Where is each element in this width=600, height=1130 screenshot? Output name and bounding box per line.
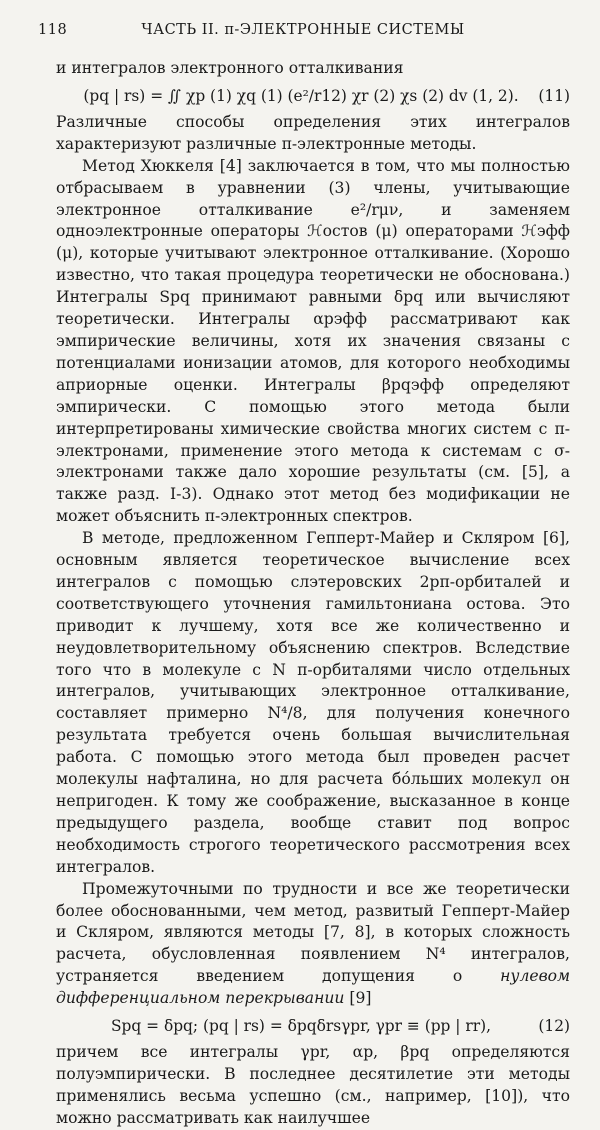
page-number: 118 xyxy=(38,22,68,38)
equation-11-number: (11) xyxy=(538,86,570,105)
paragraph-goeppert-mayer: В методе, предложенном Гепперт-Майер и Скляром [6], основным является теоретическое вычисление всех интегралов с помощью слэтеровских 2pπ-орбиталей и соответствующего уточнения гамильтониана остова. Это приводит к лучшему, хотя все же количественно и неудовлетворительному объяснению спектров. Вследствие того что в молекуле с N π-орбиталями число отдельных интегралов, учитывающих электронное отталкивание, составляет примерно N⁴/8, для получения конечного результата требуется очень большая вычислительная работа. С помощью этого метода был проведен расчет молекулы нафталина, но для расчета бóльших молекул он непригоден. К тому же соображение, высказанное в конце предыдущего раздела, вообще ставит под вопрос необходимость строгого теоретического рассмотрения всех интегралов. xyxy=(56,529,570,876)
paragraph-intermediate xyxy=(56,879,570,1010)
chapter-header: ЧАСТЬ II. π-ЭЛЕКТРОННЫЕ СИСТЕМЫ xyxy=(141,22,465,38)
zdo-term: нулевом дифференциальном перекрывании xyxy=(56,967,570,1008)
zdo-reference: [9] xyxy=(349,989,372,1008)
equation-11-formula: (pq | rs) = ∬ χp (1) χq (1) (e²/r12) χr (2) χs (2) dv (1, 2). xyxy=(83,86,519,105)
equation-11 xyxy=(56,80,570,112)
paragraph-methods: Различные способы определения этих интегралов характеризуют различные π-электронные методы. xyxy=(56,112,570,153)
paragraph-intro: и интегралов электронного отталкивания xyxy=(56,59,404,77)
body-text xyxy=(56,58,570,1130)
paragraph-intermediate-text: Промежуточными по трудности и все же теоретически более обоснованными, чем метод, развитый Гепперт-Майер и Скляром, являются методы [7, 8], в которых сложность расчета, обусловленная появлением N⁴ интегралов, устраняется введением допущения о xyxy=(56,879,570,986)
paragraph-semiempirical: причем все интегралы γpr, αp, βpq определяются полуэмпирически. В последнее десятилетие эти методы применялись весьма успешно (см., например, [10]), что можно рассматривать как наилучшее xyxy=(56,1043,570,1127)
paragraph-huckel: Метод Хюккеля [4] заключается в том, что мы полностью отбрасываем в уравнении (3) члены, учитывающие электронное отталкивание e²/rμν, и заменяем одноэлектронные операторы ℋостов (μ) операторами ℋэфф (μ), которые учитывают электронное отталкивание. (Хорошо известно, что такая процедура теоретически не обоснована.) Интегралы Spq принимают равными δpq или вычисляют теоретически. Интегралы αpэфф рассматривают как эмпирические величины, хотя их значения связаны с потенциалами ионизации атомов, для которого необходимы априорные оценки. Интегралы βpqэфф определяют эмпирически. С помощью этого метода были интерпретированы химические свойства многих систем с π-электронами, применение этого метода к системам с σ-электронами также дало хорошие результаты (см. [5], а также разд. I-3). Однако этот метод без модификации не может объяснить π-электронных спектров. xyxy=(56,156,570,526)
running-head xyxy=(38,22,568,44)
equation-12-formula: Spq = δpq; (pq | rs) = δpqδrsγpr, γpr ≡ (pp | rr), xyxy=(111,1017,491,1036)
equation-12 xyxy=(56,1010,570,1042)
equation-12-number: (12) xyxy=(538,1017,570,1036)
